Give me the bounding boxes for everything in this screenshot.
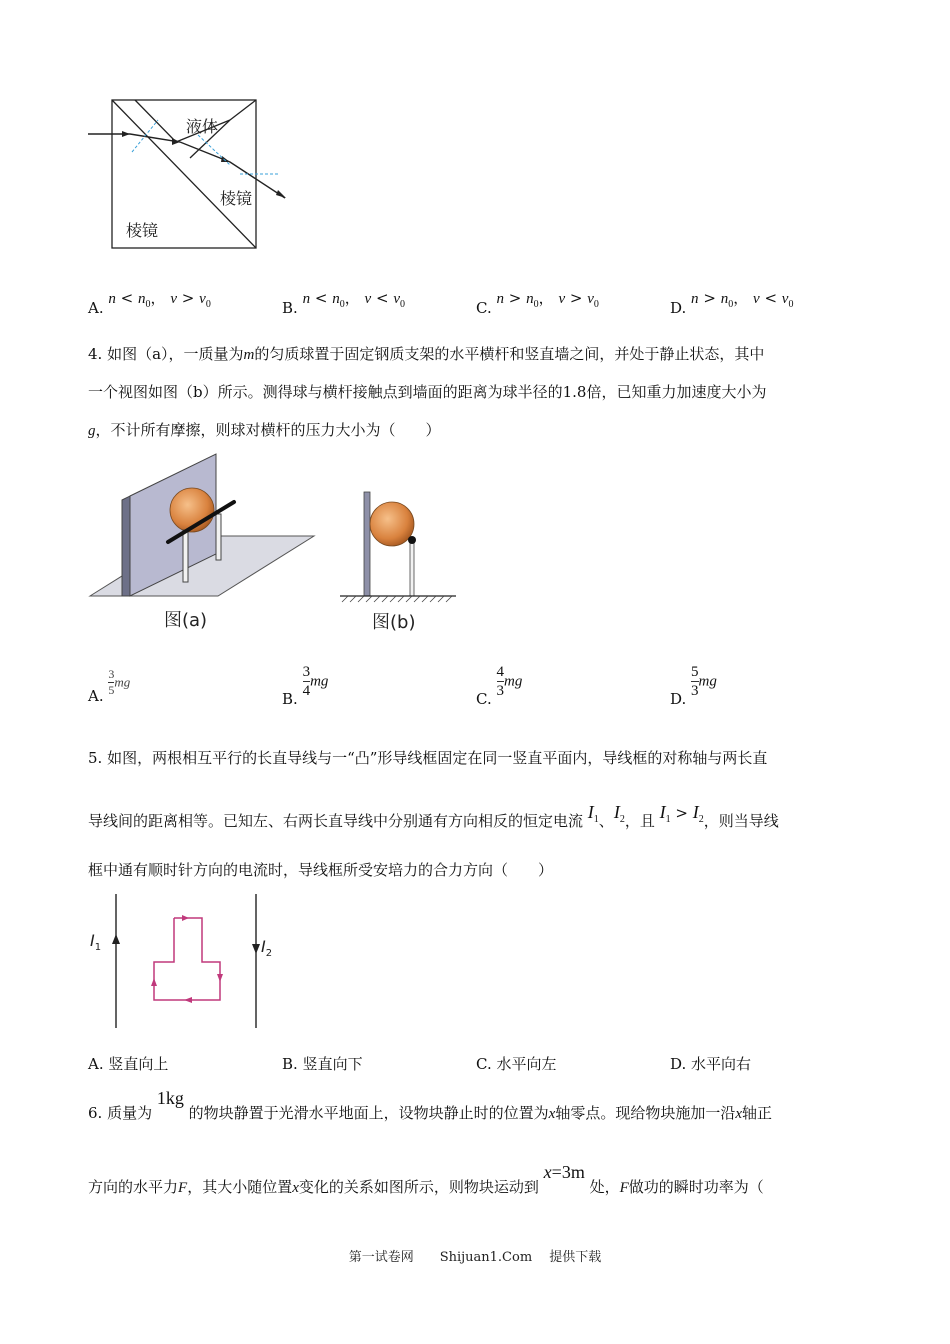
q5-option-b[interactable]: B. 竖直向下 [282, 1055, 363, 1073]
q3-option-b[interactable] [282, 288, 405, 315]
fraction: $\frac{4}{3}$ [496, 664, 504, 699]
q6-line-1: 6. 质量为 1kg 的物块静置于光滑水平地面上，设物块静止时的位置为x轴零点。现给物块施加一沿x轴正 [88, 1088, 773, 1122]
option-letter: C. [476, 299, 492, 317]
relation: > [569, 289, 583, 307]
current-i1-label: $I_1$ [90, 931, 102, 953]
sym-v0: v [393, 291, 400, 307]
option-letter: D. [670, 689, 687, 708]
page-footer: 第一试卷网 Shijuan1.Com 提供下载 [348, 1250, 602, 1265]
subscript: 0 [788, 299, 794, 310]
relation: < [375, 289, 389, 307]
relation: > [508, 289, 522, 307]
ball-bracket-figure-b [334, 484, 462, 634]
subscript: 0 [728, 299, 734, 310]
comma: ， [344, 289, 360, 307]
option-letter: C. [476, 689, 492, 708]
ball-bracket-figure-a [86, 450, 318, 630]
sym-n: n [302, 291, 311, 307]
q4-option-a[interactable]: A. $\frac{3}{5}$ mg [88, 667, 131, 705]
sym-n0: n [332, 291, 340, 307]
q5-option-c[interactable]: C. 水平向左 [476, 1055, 557, 1073]
sym-n: n [108, 291, 116, 307]
option-letter: B. [282, 689, 298, 708]
q3-option-a[interactable] [88, 288, 211, 315]
fig-b-caption: 图(b) [372, 612, 416, 633]
sym-n0: n [720, 291, 729, 307]
subscript: 0 [533, 299, 539, 310]
subscript: 0 [205, 299, 211, 310]
prism-right-label: 棱镜 [220, 189, 253, 208]
option-letter: D. [670, 299, 687, 317]
sym-v0: v [587, 291, 594, 307]
q3-option-c[interactable] [476, 288, 599, 315]
q5-option-a[interactable]: A. 竖直向上 [88, 1055, 169, 1073]
q6-line-2: 方向的水平力F，其大小随位置x变化的关系如图所示，则物块运动到 x=3m 处，F做功的瞬时功率为（ [88, 1162, 764, 1196]
sym-n0: n [138, 291, 146, 307]
prism-left-label: 棱镜 [126, 221, 159, 240]
fraction: $\frac{5}{3}$ [691, 664, 699, 699]
q5-line-3: 框中通有顺时针方向的电流时，导线框所受安培力的合力方向（ ） [88, 861, 554, 879]
q3-option-d[interactable] [670, 288, 793, 315]
sym-v0: v [781, 291, 789, 307]
current-i2-label: $I_2$ [261, 937, 273, 959]
sym-n0: n [526, 291, 534, 307]
option-letter: B. [282, 299, 298, 317]
fig-a-caption: 图(a) [164, 610, 208, 630]
q5-line-1: 5. 如图，两根相互平行的长直导线与一“凸”形导线框固定在同一竖直平面内，导线框的对称轴与两长直 [88, 749, 768, 767]
prism-liquid-figure [80, 90, 300, 260]
subscript: 0 [400, 299, 405, 310]
wire-frame-figure [84, 890, 284, 1032]
sym-v: v [364, 291, 372, 307]
relation: < [120, 289, 134, 307]
q4-line-2: 一个视图如图（b）所示。测得球与横杆接触点到墙面的距离为球半径的1.8倍，已知重力加速度大小为 [88, 383, 767, 401]
liquid-label: 液体 [186, 117, 219, 136]
q4-line-1: 4. 如图（a），一质量为m的匀质球置于固定钢质支架的水平横杆和竖直墙之间，并处于静止状态，其中 [88, 345, 765, 363]
q4-option-d[interactable]: D. $\frac{5}{3}$ mg [670, 664, 717, 708]
subscript: 0 [145, 299, 151, 310]
sym-v: v [170, 291, 177, 307]
q4-option-c[interactable]: C. $\frac{4}{3}$ mg [476, 664, 523, 708]
comma: ， [538, 289, 554, 307]
option-letter: A. [88, 299, 104, 317]
sym-n: n [691, 291, 699, 307]
sym-v: v [558, 291, 566, 307]
relation: > [181, 289, 195, 307]
q4-option-b[interactable]: B. $\frac{3}{4}$ mg [282, 664, 329, 708]
comma: ， [733, 289, 749, 307]
relation: < [764, 289, 778, 307]
fraction: $\frac{3}{5}$ [108, 667, 115, 697]
subscript: 0 [593, 299, 599, 310]
sym-v: v [752, 291, 760, 307]
relation: < [314, 289, 328, 307]
comma: ， [150, 289, 166, 307]
fraction: $\frac{3}{4}$ [302, 664, 311, 699]
q5-option-d[interactable]: D. 水平向右 [670, 1055, 752, 1073]
mass-value: 1kg [156, 1088, 184, 1108]
option-letter: A. [88, 686, 104, 705]
sym-n: n [496, 291, 504, 307]
relation: > [703, 289, 716, 307]
q5-line-2: 导线间的距离相等。已知左、右两长直导线中分别通有方向相反的恒定电流 $I_1$、$I_2$，且 $I_1 > I_2$，则当导线 [88, 802, 779, 830]
q4-line-3: g，不计所有摩擦，则球对横杆的压力大小为（ ） [88, 421, 441, 439]
sym-v0: v [199, 291, 206, 307]
subscript: 0 [339, 299, 345, 310]
